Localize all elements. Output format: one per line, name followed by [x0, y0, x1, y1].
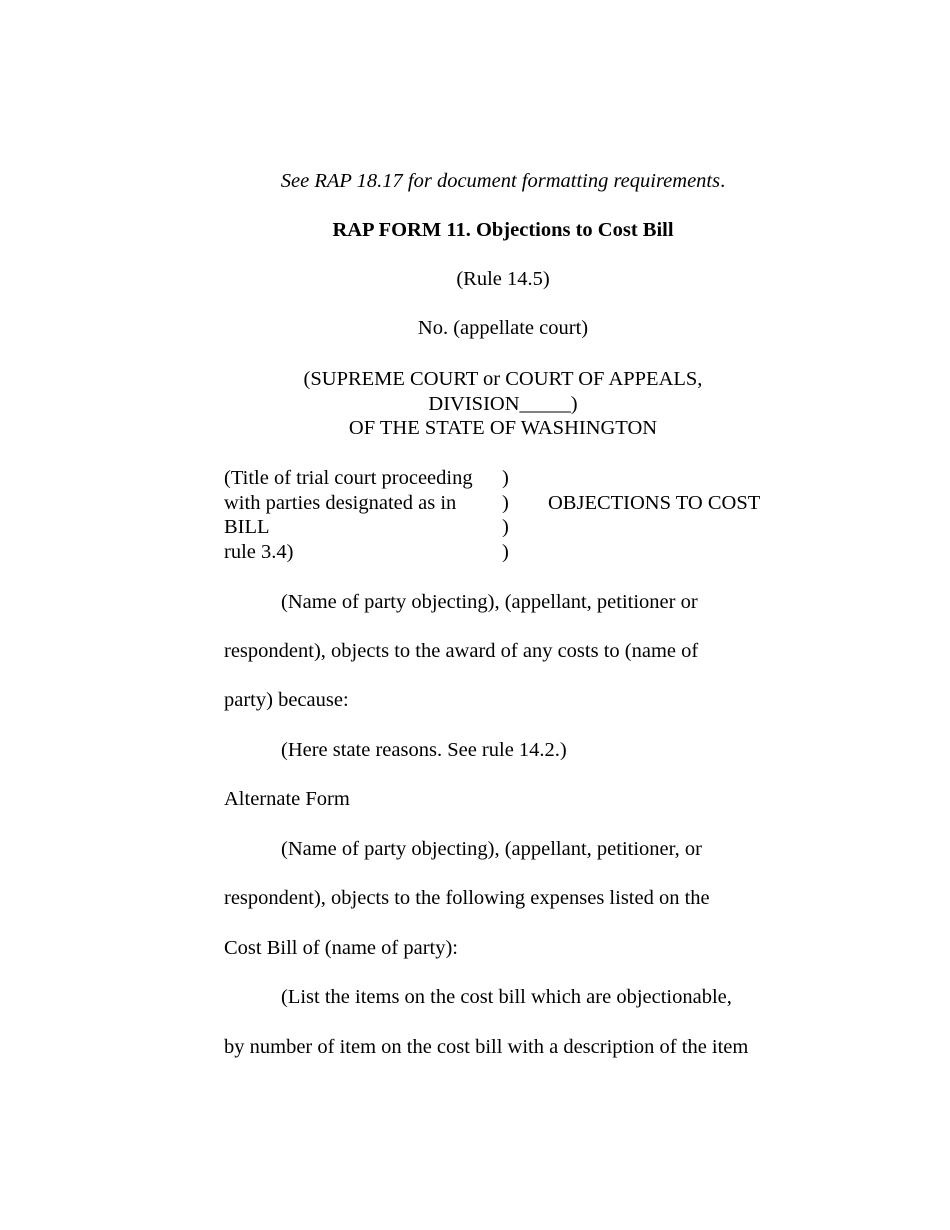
paragraph-3-line-2: respondent), objects to the following expenses listed on the: [224, 887, 710, 909]
court-line-2: DIVISION_____): [428, 393, 578, 415]
caption-left-line: BILL: [224, 516, 270, 538]
paragraph-1-line-2: respondent), objects to the award of any costs to (name of: [224, 640, 699, 662]
caption-paren: ): [502, 541, 509, 563]
caption-paren: ): [502, 516, 509, 538]
caption-left-line: rule 3.4): [224, 541, 294, 563]
alternate-form-heading: Alternate Form: [224, 788, 350, 810]
caption-left-line: (Title of trial court proceeding: [224, 467, 473, 489]
caption-paren: ): [502, 467, 509, 489]
rule-reference: (Rule 14.5): [456, 268, 550, 290]
paragraph-4-line-1: (List the items on the cost bill which are objectionable,: [281, 986, 732, 1008]
caption-document-title: OBJECTIONS TO COST: [548, 492, 761, 514]
paragraph-3-line-3: Cost Bill of (name of party):: [224, 937, 458, 959]
case-number: No. (appellate court): [417, 317, 589, 339]
form-title: RAP FORM 11. Objections to Cost Bill: [332, 219, 674, 241]
paragraph-3-line-1: (Name of party objecting), (appellant, petitioner, or: [281, 838, 702, 860]
court-line-3: OF THE STATE OF WASHINGTON: [348, 417, 658, 439]
caption-paren: ): [502, 492, 509, 514]
court-line-1: (SUPREME COURT or COURT OF APPEALS,: [303, 368, 703, 390]
formatting-note-period: .: [720, 170, 726, 192]
paragraph-1-line-1: (Name of party objecting), (appellant, petitioner or: [281, 591, 698, 613]
formatting-note-text: See RAP 18.17 for document formatting requirements: [280, 170, 721, 192]
paragraph-4-line-2: by number of item on the cost bill with a description of the item: [224, 1036, 749, 1058]
paragraph-2: (Here state reasons. See rule 14.2.): [281, 739, 567, 761]
paragraph-1-line-3: party) because:: [224, 689, 349, 711]
caption-left-line: with parties designated as in: [224, 492, 457, 514]
formatting-note: [224, 169, 782, 193]
